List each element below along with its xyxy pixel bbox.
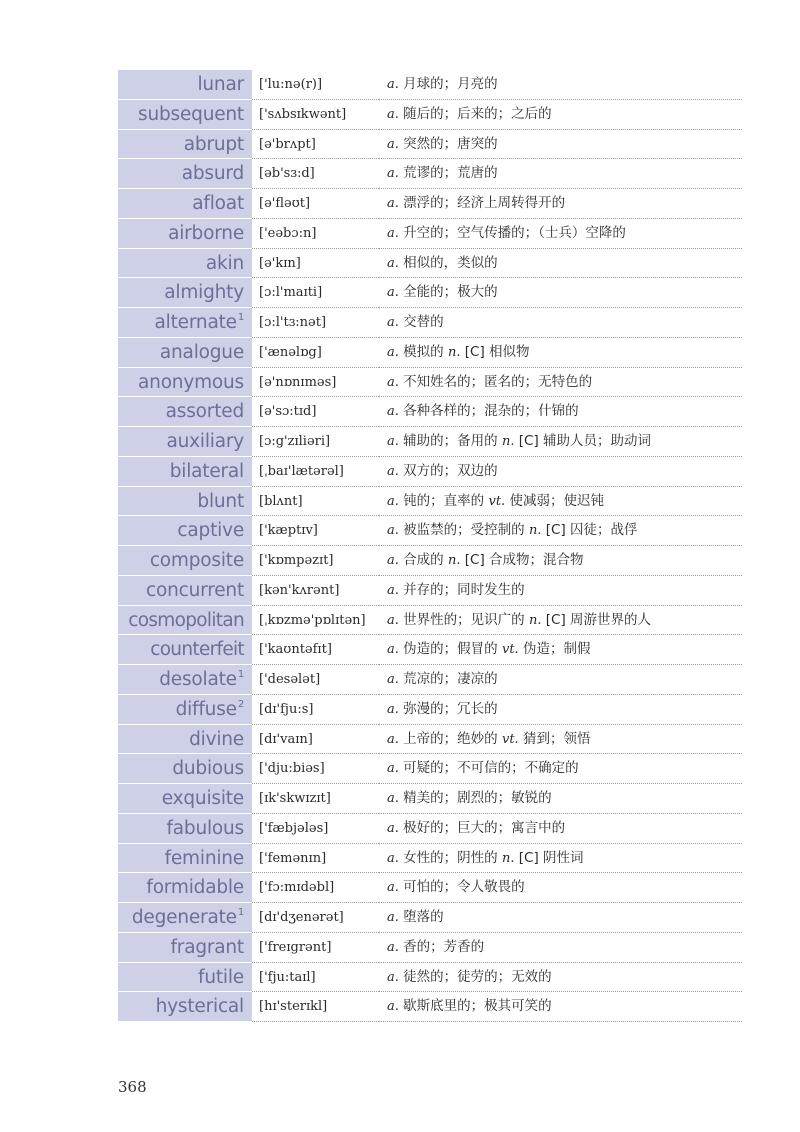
headword-text: fragrant [170, 936, 244, 958]
phonetic-transcription: [ɔ:l'tɜ:nət] [252, 308, 379, 338]
headword [118, 130, 252, 160]
part-of-speech: a. [387, 820, 399, 836]
vocab-row [118, 546, 742, 576]
part-of-speech: n. [528, 523, 542, 539]
headword-text: lunar [197, 74, 244, 95]
part-of-speech: a. [387, 493, 399, 509]
headword [118, 457, 252, 487]
headword [118, 516, 252, 546]
headword-text: desolate [159, 669, 237, 690]
part-of-speech: a. [387, 791, 399, 806]
definition: a. 精美的；剧烈的；敏锐的 [379, 784, 742, 814]
vocab-row [118, 249, 742, 279]
vocab-row [118, 725, 742, 755]
headword-text: hysterical [155, 996, 244, 1018]
vocab-row [118, 338, 742, 368]
headword-text: almighty [164, 282, 244, 304]
headword [118, 606, 252, 636]
phonetic-transcription: ['fɔ:mɪdəbl] [252, 873, 379, 903]
phonetic-transcription: ['sʌbsɪkwənt] [252, 100, 379, 130]
part-of-speech: n. [447, 553, 461, 568]
part-of-speech: a. [387, 731, 399, 747]
definition: a. 荒谬的；荒唐的 [379, 159, 742, 189]
headword [118, 903, 252, 933]
part-of-speech: n. [447, 344, 461, 360]
phonetic-transcription: [ɔ:l'maɪti] [252, 278, 379, 308]
headword-text: blunt [197, 490, 244, 512]
vocab-row [118, 516, 742, 546]
headword-text: captive [177, 520, 244, 542]
headword [118, 159, 252, 189]
headword-text: concurrent [146, 579, 244, 601]
headword-text: fabulous [166, 817, 244, 839]
definition: a. 各种各样的；混杂的；什锦的 [379, 397, 742, 427]
vocab-row [118, 695, 742, 725]
part-of-speech: a. [387, 612, 399, 628]
part-of-speech: a. [387, 701, 399, 717]
headword-text: assorted [165, 401, 244, 423]
phonetic-transcription: ['fju:taɪl] [252, 963, 379, 993]
phonetic-transcription: [blʌnt] [252, 487, 379, 517]
headword-text: degenerate [131, 907, 237, 928]
vocab-row [118, 70, 742, 100]
phonetic-transcription: [hɪ'sterɪkl] [252, 992, 379, 1022]
definition: a. 漂浮的；经济上周转得开的 [379, 189, 742, 219]
headword [118, 873, 252, 903]
definition: a. 可疑的；不可信的；不确定的 [379, 754, 742, 784]
part-of-speech: n. [501, 850, 515, 866]
part-of-speech: a. [387, 880, 399, 896]
headword [118, 546, 252, 576]
phonetic-transcription: [dɪ'dʒenərət] [252, 903, 379, 933]
headword [118, 665, 252, 695]
definition: a. 全能的；极大的 [379, 278, 742, 308]
vocab-row [118, 933, 742, 963]
headword-text: futile [198, 966, 244, 988]
headword [118, 308, 252, 338]
vocab-row [118, 368, 742, 398]
phonetic-transcription: ['kaʊntəfɪt] [252, 635, 379, 665]
vocab-row [118, 814, 742, 844]
part-of-speech: a. [387, 850, 399, 866]
part-of-speech: a. [387, 225, 399, 241]
part-of-speech: a. [387, 77, 399, 92]
headword-text: cosmopolitan [128, 609, 244, 631]
definition: a. 极好的；巨大的；寓言中的 [379, 814, 742, 844]
definition: a. 辅助的；备用的 n. [C] 辅助人员；助动词 [379, 427, 742, 457]
part-of-speech: a. [387, 196, 399, 211]
part-of-speech: a. [387, 315, 399, 330]
vocab-row [118, 100, 742, 130]
phonetic-transcription: ['kɒmpəzɪt] [252, 546, 379, 576]
definition: a. 荒凉的；凄凉的 [379, 665, 742, 695]
definition: a. 不知姓名的；匿名的；无特色的 [379, 368, 742, 398]
definition: a. 可怕的；令人敬畏的 [379, 873, 742, 903]
phonetic-transcription: [ˌkɒzmə'pɒlɪtən] [252, 606, 379, 636]
headword-text: dubious [172, 758, 244, 780]
definition: a. 合成的 n. [C] 合成物；混合物 [379, 546, 742, 576]
vocab-row [118, 308, 742, 338]
headword [118, 70, 252, 100]
phonetic-transcription: ['lu:nə(r)] [252, 70, 379, 100]
part-of-speech: a. [387, 672, 399, 687]
vocab-row [118, 397, 742, 427]
headword-superscript: 1 [237, 907, 244, 918]
headword-text: alternate [154, 312, 237, 333]
headword-text: divine [189, 728, 244, 750]
headword-text: auxiliary [166, 431, 244, 452]
headword-text: absurd [181, 163, 244, 185]
headword [118, 963, 252, 993]
headword-text: analogue [159, 341, 244, 363]
definition: a. 被监禁的；受控制的 n. [C] 囚徒；战俘 [379, 516, 742, 546]
page-number: 368 [118, 1078, 147, 1096]
definition: a. 徒然的；徒劳的；无效的 [379, 963, 742, 993]
part-of-speech: a. [387, 582, 399, 598]
phonetic-transcription: ['femənɪn] [252, 844, 379, 874]
phonetic-transcription: [dɪ'vaɪn] [252, 725, 379, 755]
phonetic-transcription: ['ænəlɒg] [252, 338, 379, 368]
headword [118, 189, 252, 219]
phonetic-transcription: [ə'nɒnɪməs] [252, 368, 379, 398]
phonetic-transcription: ['freɪgrənt] [252, 933, 379, 963]
vocab-row [118, 219, 742, 249]
vocab-row [118, 159, 742, 189]
definition: a. 弥漫的；冗长的 [379, 695, 742, 725]
headword-text: diffuse [175, 698, 237, 720]
headword-text: afloat [192, 193, 244, 214]
headword-superscript: 1 [237, 669, 244, 680]
vocabulary-table [118, 70, 742, 1022]
headword [118, 725, 252, 755]
definition: a. 随后的；后来的；之后的 [379, 100, 742, 130]
phonetic-transcription: ['fæbjələs] [252, 814, 379, 844]
headword [118, 992, 252, 1022]
headword [118, 397, 252, 427]
vocab-row [118, 278, 742, 308]
part-of-speech: a. [387, 761, 399, 777]
vocab-row [118, 844, 742, 874]
definition: a. 模拟的 n. [C] 相似物 [379, 338, 742, 368]
part-of-speech: a. [387, 553, 399, 568]
vocab-row [118, 635, 742, 665]
part-of-speech: a. [387, 404, 399, 420]
headword [118, 844, 252, 874]
vocab-row [118, 457, 742, 487]
headword [118, 576, 252, 606]
headword-text: exquisite [161, 788, 244, 809]
phonetic-transcription: [ə'brʌpt] [252, 130, 379, 160]
headword [118, 487, 252, 517]
part-of-speech: a. [387, 106, 399, 122]
definition: a. 突然的；唐突的 [379, 130, 742, 160]
phonetic-transcription: ['dju:biəs] [252, 754, 379, 784]
vocab-row [118, 903, 742, 933]
definition: a. 伪造的；假冒的 vt. 伪造；制假 [379, 635, 742, 665]
definition: a. 上帝的；绝妙的 vt. 猜到；领悟 [379, 725, 742, 755]
phonetic-transcription: ['kæptɪv] [252, 516, 379, 546]
definition: a. 月球的；月亮的 [379, 70, 742, 100]
headword [118, 249, 252, 279]
phonetic-transcription: ['desələt] [252, 665, 379, 695]
definition: a. 世界性的；见识广的 n. [C] 周游世界的人 [379, 606, 742, 636]
vocab-row [118, 784, 742, 814]
headword [118, 754, 252, 784]
definition: a. 升空的；空气传播的；（士兵）空降的 [379, 219, 742, 249]
phonetic-transcription: [kən'kʌrənt] [252, 576, 379, 606]
part-of-speech: vt. [488, 493, 506, 509]
headword-superscript: 1 [237, 312, 244, 323]
phonetic-transcription: [ə'kɪn] [252, 249, 379, 279]
phonetic-transcription: [ə'sɔ:tɪd] [252, 397, 379, 427]
headword-superscript: 2 [237, 698, 244, 710]
vocab-row [118, 606, 742, 636]
vocab-row [118, 754, 742, 784]
part-of-speech: a. [387, 255, 399, 271]
part-of-speech: a. [387, 969, 399, 985]
definition: a. 歇斯底里的；极其可笑的 [379, 992, 742, 1022]
part-of-speech: n. [501, 434, 515, 449]
vocab-row [118, 130, 742, 160]
phonetic-transcription: [dɪ'fju:s] [252, 695, 379, 725]
part-of-speech: a. [387, 939, 399, 955]
headword [118, 635, 252, 665]
headword [118, 427, 252, 457]
phonetic-transcription: [ɪk'skwɪzɪt] [252, 784, 379, 814]
vocab-row [118, 427, 742, 457]
phonetic-transcription: [ə'fləʊt] [252, 189, 379, 219]
headword [118, 814, 252, 844]
headword-text: akin [205, 252, 244, 274]
definition: a. 钝的；直率的 vt. 使减弱；使迟钝 [379, 487, 742, 517]
headword [118, 338, 252, 368]
definition: a. 相似的，类似的 [379, 249, 742, 279]
definition: a. 并存的；同时发生的 [379, 576, 742, 606]
definition: a. 交替的 [379, 308, 742, 338]
definition: a. 香的；芳香的 [379, 933, 742, 963]
headword-text: bilateral [169, 460, 244, 482]
headword-text: composite [149, 550, 244, 571]
headword [118, 784, 252, 814]
part-of-speech: vt. [501, 642, 519, 658]
phonetic-transcription: [ˌbaɪ'lætərəl] [252, 457, 379, 487]
phonetic-transcription: ['eəbɔ:n] [252, 219, 379, 249]
headword-text: abrupt [183, 133, 244, 155]
headword [118, 219, 252, 249]
vocab-row [118, 873, 742, 903]
headword-text: airborne [168, 222, 244, 244]
vocab-row [118, 487, 742, 517]
part-of-speech: a. [387, 285, 399, 301]
part-of-speech: n. [528, 612, 542, 628]
part-of-speech: a. [387, 642, 399, 658]
headword-text: subsequent [138, 103, 244, 125]
definition: a. 双方的；双边的 [379, 457, 742, 487]
headword-text: formidable [146, 877, 244, 899]
part-of-speech: a. [387, 166, 399, 182]
headword [118, 695, 252, 725]
vocab-row [118, 992, 742, 1022]
part-of-speech: vt. [501, 731, 519, 747]
phonetic-transcription: [ɔ:g'zɪliəri] [252, 427, 379, 457]
vocab-row [118, 963, 742, 993]
headword-text: anonymous [138, 371, 244, 393]
definition: a. 堕落的 [379, 903, 742, 933]
headword [118, 933, 252, 963]
vocab-row [118, 189, 742, 219]
part-of-speech: a. [387, 434, 399, 449]
headword [118, 368, 252, 398]
part-of-speech: a. [387, 136, 399, 152]
part-of-speech: a. [387, 523, 399, 539]
headword-text: feminine [164, 847, 244, 869]
headword [118, 100, 252, 130]
definition: a. 女性的；阴性的 n. [C] 阴性词 [379, 844, 742, 874]
part-of-speech: a. [387, 463, 399, 479]
headword-text: counterfeit [150, 639, 244, 661]
phonetic-transcription: [əb'sɜ:d] [252, 159, 379, 189]
part-of-speech: a. [387, 910, 399, 925]
headword [118, 278, 252, 308]
part-of-speech: a. [387, 999, 399, 1015]
vocab-row [118, 665, 742, 695]
vocab-row [118, 576, 742, 606]
part-of-speech: a. [387, 374, 399, 390]
part-of-speech: a. [387, 344, 399, 360]
